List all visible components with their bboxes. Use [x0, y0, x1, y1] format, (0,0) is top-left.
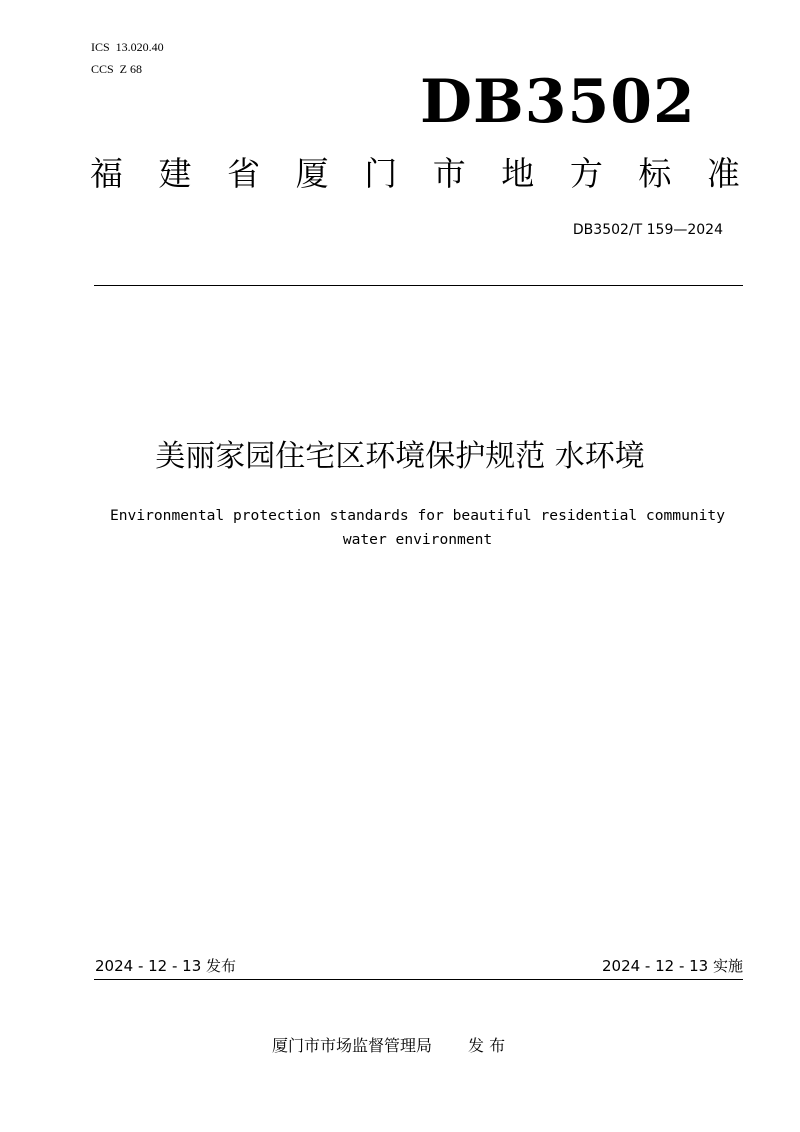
category-char: 市: [432, 154, 466, 193]
standard-prefix-logo: DB3502: [420, 67, 696, 137]
title-chinese: 美丽家园住宅区环境保护规范 水环境: [155, 439, 645, 474]
category-char: 地: [501, 154, 535, 193]
category-char: 方: [569, 154, 603, 193]
category-char: 准: [706, 154, 740, 193]
ccs-code: CCS Z 68: [91, 62, 143, 76]
category-char: 厦: [295, 154, 329, 193]
category-char: 标: [638, 154, 672, 193]
title-english-line: water environment: [342, 531, 493, 548]
category-char: 省: [227, 154, 261, 193]
category-char: 福: [90, 154, 123, 193]
category-char: 门: [364, 154, 398, 193]
standard-number: DB3502/T 159—2024: [572, 222, 723, 238]
title-english-line: Environmental protection standards for beautiful residential community: [109, 507, 726, 524]
publisher-name: 厦门市市场监督管理局: [272, 1036, 433, 1055]
publisher-action: 发 布: [468, 1036, 506, 1055]
issue-date: 2024 - 12 - 13 发布: [95, 957, 237, 975]
title-english: [40, 504, 795, 552]
category-char: 建: [158, 154, 192, 193]
implementation-date: 2024 - 12 - 13 实施: [601, 957, 743, 975]
bottom-divider: [94, 979, 743, 980]
top-divider: [94, 285, 743, 286]
publisher: [272, 1035, 505, 1057]
standard-category: [90, 152, 740, 196]
ics-code: ICS 13.020.40: [91, 40, 164, 54]
